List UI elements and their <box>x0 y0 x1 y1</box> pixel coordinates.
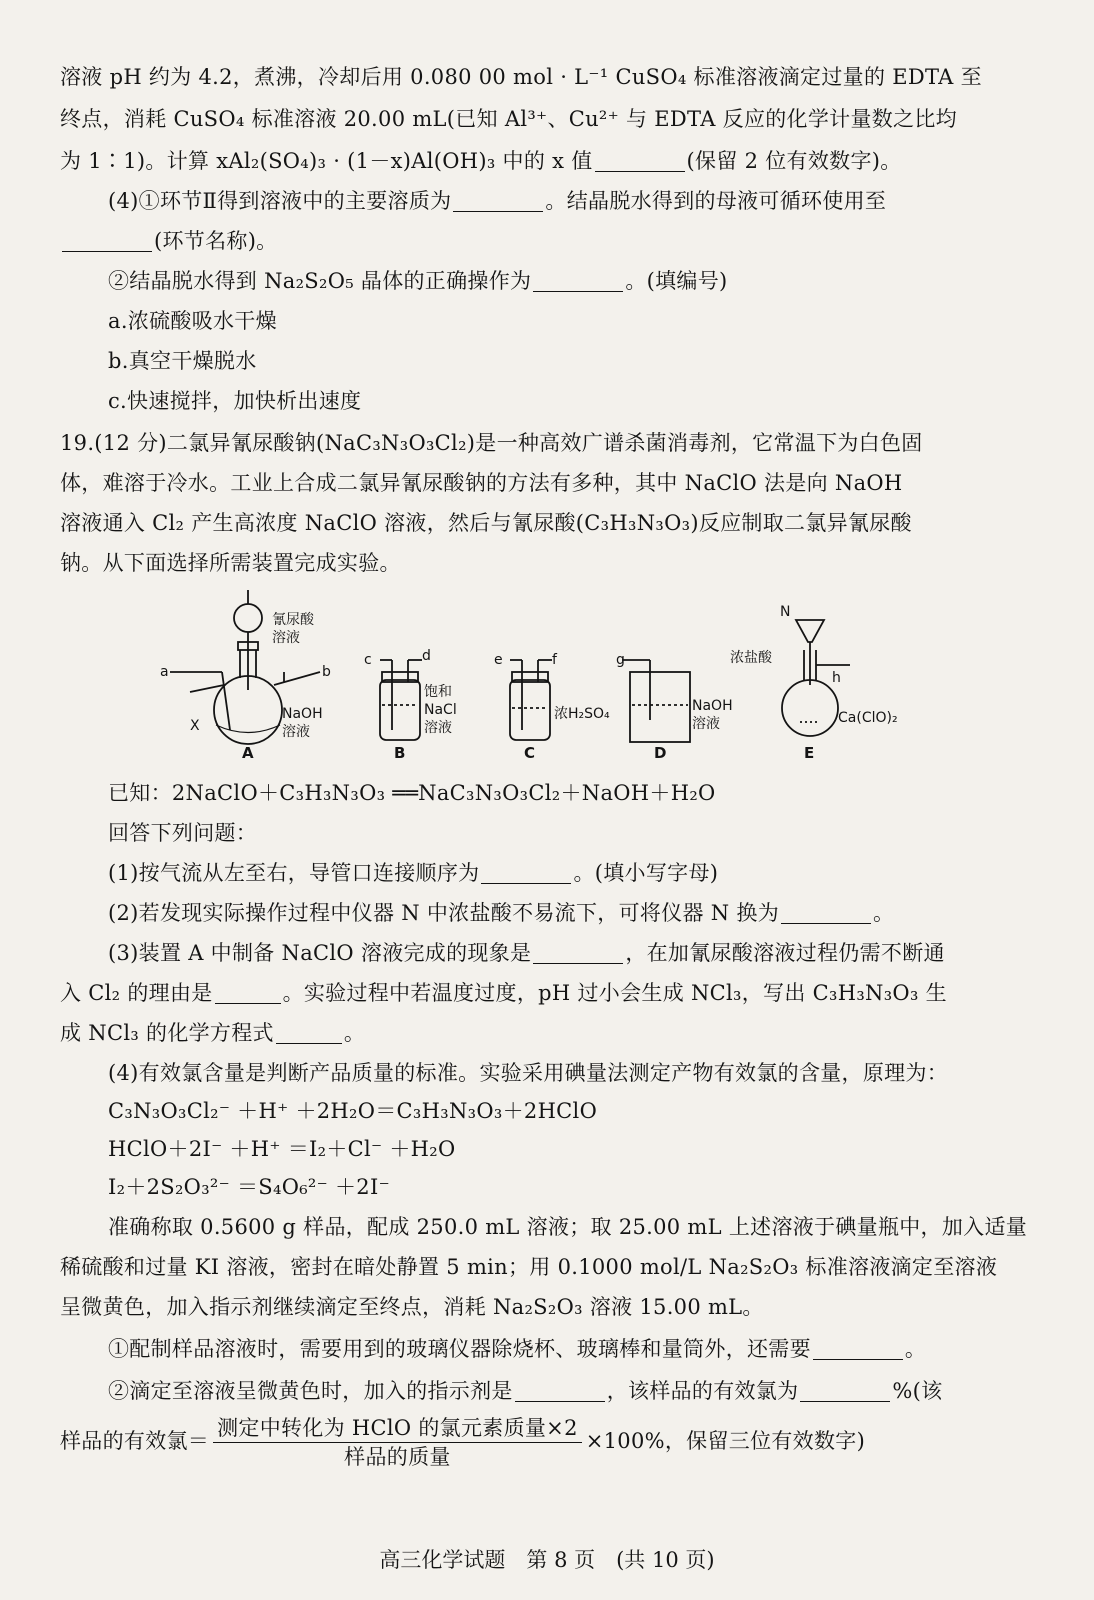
answer-blank[interactable] <box>533 941 623 964</box>
text-line: 终点，消耗 CuSO₄ 标准溶液 20.00 mL(已知 Al³⁺、Cu²⁺ 与 EDTA 反应的化学计量数之比均 <box>60 107 957 131</box>
text-span: ②结晶脱水得到 Na₂S₂O₅ 晶体的正确操作为 <box>108 269 532 293</box>
text-line <box>60 978 1040 1008</box>
option-b: b.真空干燥脱水 <box>108 349 257 373</box>
label-A-funnel2: 溶液 <box>272 630 300 646</box>
text-span: 成 NCl₃ 的化学方程式 <box>60 1021 274 1045</box>
text-line <box>60 226 1040 256</box>
label-port-f: f <box>552 652 557 668</box>
label-port-d: d <box>422 648 431 664</box>
label-port-g: g <box>616 652 625 668</box>
answer-blank[interactable] <box>533 269 623 292</box>
answer-blank[interactable] <box>595 149 685 172</box>
label-N: N <box>780 604 791 620</box>
text-span: 为 1∶1)。计算 xAl₂(SO₄)₃ · (1－x)Al(OH)₃ 中的 x 值 <box>60 149 593 173</box>
label-E-solid: Ca(ClO)₂ <box>838 710 898 726</box>
label-port-e: e <box>494 652 503 668</box>
text-span: %(该 <box>892 1379 943 1403</box>
text-span: (4)①环节Ⅱ得到溶液中的主要溶质为 <box>108 189 452 213</box>
text-span: ，该样品的有效氯为 <box>606 1379 799 1403</box>
text-line: (4)有效氯含量是判断产品质量的标准。实验采用碘量法测定产物有效氯的含量，原理为： <box>108 1061 949 1085</box>
text-line: 溶液 pH 约为 4.2，煮沸，冷却后用 0.080 00 mol · L⁻¹ CuSO₄ 标准溶液滴定过量的 EDTA 至 <box>60 65 982 89</box>
answer-blank[interactable] <box>781 901 871 924</box>
text-span: 。(填编号) <box>625 269 728 293</box>
label-D-l1: NaOH <box>692 698 733 714</box>
text-span: ①配制样品溶液时，需要用到的玻璃仪器除烧杯、玻璃棒和量筒外，还需要 <box>108 1337 811 1361</box>
text-span: ，在加氰尿酸溶液过程仍需不断通 <box>625 941 945 965</box>
label-B-l1: 饱和 <box>424 684 452 700</box>
label-C: C <box>524 744 536 762</box>
text-span: (保留 2 位有效数字)。 <box>686 149 902 173</box>
text-span: 入 Cl₂ 的理由是 <box>60 981 213 1005</box>
label-A-funnel: 氰尿酸 <box>272 612 314 628</box>
fraction-numerator: 测定中转化为 HClO 的氯元素质量×2 <box>213 1414 582 1443</box>
equation-3: I₂＋2S₂O₃²⁻ ＝S₄O₆²⁻ ＋2I⁻ <box>108 1175 390 1199</box>
text-span: 样品的有效氯＝ <box>60 1429 210 1453</box>
option-c: c.快速搅拌，加快析出速度 <box>108 389 362 413</box>
answer-blank[interactable] <box>453 189 543 212</box>
text-span: (环节名称)。 <box>154 229 278 253</box>
text-line <box>60 146 1040 176</box>
text-line: 溶液通入 Cl₂ 产生高浓度 NaClO 溶液，然后与氰尿酸(C₃H₃N₃O₃)反应制取二氯异氰尿酸 <box>60 511 912 535</box>
answer-blank[interactable] <box>481 861 571 884</box>
label-B-l3: 溶液 <box>424 720 452 736</box>
text-line <box>108 1376 1038 1406</box>
label-A-liquid2: 溶液 <box>282 724 310 740</box>
label-D: D <box>654 744 667 762</box>
text-line <box>108 898 1038 928</box>
equation-known: 已知：2NaClO＋C₃H₃N₃O₃ ══NaC₃N₃O₃Cl₂＋NaOH＋H₂O <box>108 781 716 805</box>
text-span: 。 <box>873 901 895 925</box>
answer-blank[interactable] <box>813 1337 903 1360</box>
label-E: E <box>804 744 815 762</box>
label-D-l2: 溶液 <box>692 716 720 732</box>
text-line: 回答下列问题： <box>108 821 258 845</box>
text-span: ②滴定至溶液呈微黄色时，加入的指示剂是 <box>108 1379 513 1403</box>
text-span: (2)若发现实际操作过程中仪器 N 中浓盐酸不易流下，可将仪器 N 换为 <box>108 901 779 925</box>
label-B-l2: NaCl <box>424 702 457 718</box>
question-19-title: 19.(12 分)二氯异氰尿酸钠(NaC₃N₃O₃Cl₂)是一种高效广谱杀菌消毒剂，它常温下为白色固 <box>60 431 923 455</box>
text-span: (3)装置 A 中制备 NaClO 溶液完成的现象是 <box>108 941 532 965</box>
equation-2: HClO＋2I⁻ ＋H⁺ ＝I₂＋Cl⁻ ＋H₂O <box>108 1137 456 1161</box>
option-a: a.浓硫酸吸水干燥 <box>108 309 277 333</box>
answer-blank[interactable] <box>276 1021 342 1044</box>
label-E-acid: 浓盐酸 <box>730 650 772 666</box>
page-footer: 高三化学试题 第 8 页 (共 10 页) <box>379 1548 715 1572</box>
label-A-liquid1: NaOH <box>282 706 323 722</box>
text-span: ×100%，保留三位有效数字) <box>585 1429 866 1453</box>
text-line: 钠。从下面选择所需装置完成实验。 <box>60 551 401 575</box>
text-line <box>60 1018 1040 1048</box>
text-line <box>108 858 1038 888</box>
label-C-liquid: 浓H₂SO₄ <box>554 706 610 722</box>
label-B: B <box>394 744 406 762</box>
text-span: (1)按气流从左至右，导管口连接顺序为 <box>108 861 480 885</box>
label-port-b: b <box>322 664 331 680</box>
text-line: 稀硫酸和过量 KI 溶液，密封在暗处静置 5 min；用 0.1000 mol/L Na₂S₂O₃ 标准溶液滴定至溶液 <box>60 1255 998 1279</box>
label-A: A <box>242 744 254 762</box>
fraction-denominator: 样品的质量 <box>344 1445 451 1469</box>
answer-blank[interactable] <box>800 1379 890 1402</box>
text-line: 体，难溶于冷水。工业上合成二氯异氰尿酸钠的方法有多种，其中 NaClO 法是向 NaOH <box>60 471 903 495</box>
text-span: 。结晶脱水得到的母液可循环使用至 <box>545 189 887 213</box>
apparatus-diagram <box>160 590 920 770</box>
answer-blank[interactable] <box>215 981 281 1004</box>
text-span: 。 <box>904 1337 927 1361</box>
label-port-a: a <box>160 664 169 680</box>
label-X: X <box>190 718 200 734</box>
text-line <box>108 186 1038 216</box>
text-line <box>108 938 1038 968</box>
answer-blank[interactable] <box>62 229 152 252</box>
text-line <box>60 1414 1040 1471</box>
label-port-h: h <box>832 670 841 686</box>
fraction <box>213 1414 582 1471</box>
text-span: 。(填小写字母) <box>573 861 719 885</box>
text-span: 。 <box>343 1021 366 1045</box>
text-line: 呈微黄色，加入指示剂继续滴定至终点，消耗 Na₂S₂O₃ 溶液 15.00 mL。 <box>60 1295 764 1319</box>
text-line <box>108 266 1038 296</box>
text-span: 。实验过程中若温度过度，pH 过小会生成 NCl₃，写出 C₃H₃N₃O₃ 生 <box>282 981 947 1005</box>
answer-blank[interactable] <box>515 1379 605 1402</box>
text-line <box>108 1334 1038 1364</box>
label-port-c: c <box>364 652 372 668</box>
text-line: 准确称取 0.5600 g 样品，配成 250.0 mL 溶液；取 25.00 mL 上述溶液于碘量瓶中，加入适量 <box>108 1215 1028 1239</box>
equation-1: C₃N₃O₃Cl₂⁻ ＋H⁺ ＋2H₂O＝C₃H₃N₃O₃＋2HClO <box>108 1099 598 1123</box>
